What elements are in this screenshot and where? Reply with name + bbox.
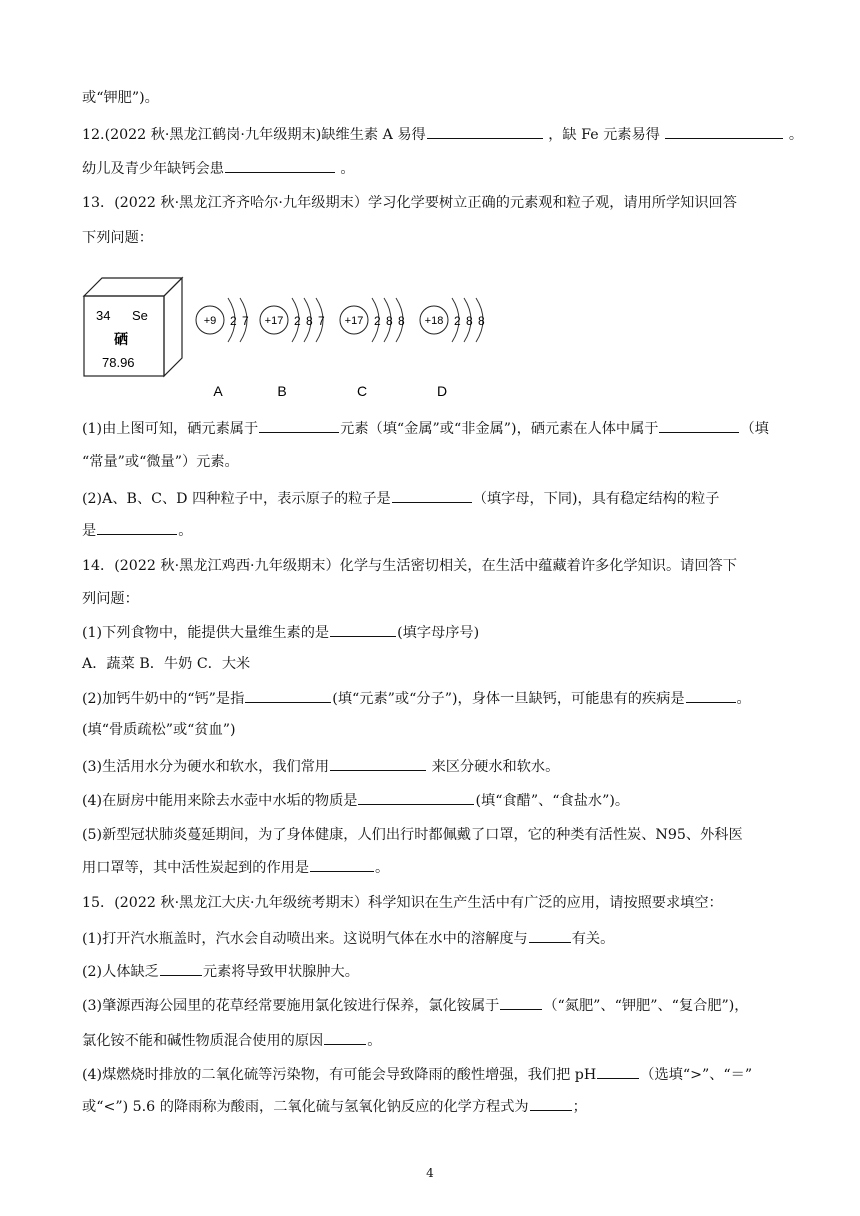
electron-count: 7 xyxy=(318,314,325,328)
nucleus-charge: +18 xyxy=(424,315,444,327)
answer-blank[interactable] xyxy=(392,488,472,503)
text-fragment: （填字母，下同)，具有稳定结构的粒子 xyxy=(472,491,720,507)
text-fragment: 氯化铵不能和碱性物质混合使用的原因 xyxy=(82,1033,324,1049)
answer-blank[interactable] xyxy=(259,418,339,433)
text-line xyxy=(82,488,719,509)
text-line xyxy=(82,825,743,845)
text-fragment: 是 xyxy=(82,523,97,539)
text-line xyxy=(82,124,803,145)
text-line xyxy=(82,756,559,777)
answer-blank[interactable] xyxy=(659,418,739,433)
text-fragment: 列问题： xyxy=(82,591,139,607)
text-fragment: (填“元素”或“分子”)，身体一旦缺钙，可能患有的疾病是 xyxy=(332,691,685,707)
text-fragment: 幼儿及青少年缺钙会患 xyxy=(82,161,224,177)
text-fragment: (5)新型冠状肺炎蔓延期间，为了身体健康，人们出行时都佩戴了口罩，它的种类有活性炭、N95、外科医 xyxy=(82,827,743,843)
text-fragment: (填“骨质疏松”或“贫血”) xyxy=(82,722,236,738)
element-symbol: Se xyxy=(132,308,148,323)
nucleus-charge: +17 xyxy=(264,315,284,327)
text-fragment: 。 xyxy=(178,523,193,539)
electron-count: 2 xyxy=(454,314,461,328)
element-mass: 78.96 xyxy=(102,355,135,370)
text-fragment: 用口罩等，其中活性炭起到的作用是 xyxy=(82,860,310,876)
text-line xyxy=(82,928,614,949)
answer-blank[interactable] xyxy=(358,790,474,805)
text-line xyxy=(82,654,250,674)
text-fragment: 13．(2022 秋·黑龙江齐齐哈尔·九年级期末）学习化学要树立正确的元素观和粒子观，请用所学知识回答 xyxy=(82,195,737,211)
text-line xyxy=(82,556,737,576)
answer-blank[interactable] xyxy=(225,158,335,173)
text-line xyxy=(82,193,737,213)
text-line xyxy=(82,622,479,643)
text-fragment: (2)A、B、C、D 四种粒子中，表示原子的粒子是 xyxy=(82,491,391,507)
text-line xyxy=(82,790,629,811)
text-line xyxy=(82,88,159,108)
page-number: 4 xyxy=(426,1166,434,1180)
text-fragment: 14．(2022 秋·黑龙江鸡西·九年级期末）化学与生活密切相关，在生活中蕴藏着许多化学知识。请回答下 xyxy=(82,558,737,574)
text-fragment: 下列问题： xyxy=(82,230,153,246)
atom-diagram-b xyxy=(260,298,325,399)
text-fragment: (3)肇源西海公园里的花草经常要施用氯化铵进行保养，氯化铵属于 xyxy=(82,998,500,1014)
text-fragment: (填字母序号) xyxy=(397,625,480,641)
text-fragment: 元素将导致甲状腺肿大。 xyxy=(202,964,359,980)
text-fragment: (填“食醋”、“食盐水”)。 xyxy=(475,793,630,809)
electron-count: 2 xyxy=(230,314,237,328)
text-fragment: (4)在厨房中能用来除去水壶中水垢的物质是 xyxy=(82,793,358,809)
text-fragment: (1)打开汽水瓶盖时，汽水会自动喷出来。这说明气体在水中的溶解度与 xyxy=(82,931,528,947)
text-fragment: （填 xyxy=(740,421,769,437)
text-line xyxy=(82,857,389,878)
electron-count: 8 xyxy=(478,314,485,328)
answer-blank[interactable] xyxy=(529,928,571,943)
text-fragment: 。 xyxy=(375,860,390,876)
text-fragment: 。 xyxy=(784,127,804,143)
text-line xyxy=(82,589,139,609)
figure-svg xyxy=(82,268,522,408)
atom-diagram-c xyxy=(340,298,405,399)
answer-blank[interactable] xyxy=(324,1030,366,1045)
text-line xyxy=(82,893,723,913)
text-line xyxy=(82,688,751,709)
text-fragment: ，缺 Fe 元素易得 xyxy=(543,127,665,143)
text-fragment: 12.(2022 秋·黑龙江鹤岗·九年级期末)缺维生素 A 易得 xyxy=(82,127,426,143)
text-fragment: “常量”或“微量”）元素。 xyxy=(82,454,239,470)
text-fragment: A．蔬菜 B．牛奶 C．大米 xyxy=(82,656,251,672)
answer-blank[interactable] xyxy=(245,688,331,703)
atom-label: B xyxy=(277,383,287,399)
electron-count: 7 xyxy=(242,314,249,328)
text-fragment: (4)煤燃烧时排放的二氧化硫等污染物，有可能会导致降雨的酸性增强，我们把 pH xyxy=(82,1067,597,1083)
text-line xyxy=(82,720,236,740)
text-line xyxy=(82,1064,752,1085)
answer-blank[interactable] xyxy=(97,520,177,535)
atom-diagram-d xyxy=(420,298,485,399)
answer-blank[interactable] xyxy=(530,1096,572,1111)
text-fragment: 或“钾肥”)。 xyxy=(82,90,159,106)
text-fragment: (2)加钙牛奶中的“钙”是指 xyxy=(82,691,245,707)
text-line xyxy=(82,1096,587,1117)
text-line xyxy=(82,520,192,541)
atom-label: C xyxy=(356,383,368,399)
electron-count: 8 xyxy=(386,314,393,328)
text-fragment: 有关。 xyxy=(571,931,615,947)
answer-blank[interactable] xyxy=(597,1064,639,1079)
answer-blank[interactable] xyxy=(686,688,736,703)
text-line xyxy=(82,228,153,248)
element-number: 34 xyxy=(96,308,111,323)
text-fragment: 。 xyxy=(335,161,355,177)
text-fragment: 。 xyxy=(367,1033,382,1049)
atom-structure-figure xyxy=(82,268,522,408)
answer-blank[interactable] xyxy=(330,622,396,637)
text-fragment: (2)人体缺乏 xyxy=(82,964,159,980)
text-fragment: （选填“>”、“＝” xyxy=(640,1067,753,1083)
electron-count: 2 xyxy=(294,314,301,328)
text-fragment: 或“<”) 5.6 的降雨称为酸雨，二氧化硫与氢氧化钠反应的化学方程式为 xyxy=(82,1099,529,1115)
text-line xyxy=(82,418,769,439)
atom-diagram-a xyxy=(196,298,249,399)
text-line xyxy=(82,1030,381,1051)
electron-count: 8 xyxy=(466,314,473,328)
text-line xyxy=(82,961,359,982)
text-fragment: 来区分硬水和软水。 xyxy=(427,759,560,775)
text-fragment: (1)下列食物中，能提供大量维生素的是 xyxy=(82,625,330,641)
electron-count: 8 xyxy=(398,314,405,328)
text-fragment: (3)生活用水分为硬水和软水，我们常用 xyxy=(82,759,330,775)
element-name: 硒 xyxy=(114,332,128,348)
electron-count: 8 xyxy=(306,314,313,328)
answer-blank[interactable] xyxy=(310,857,374,872)
answer-blank[interactable] xyxy=(330,756,426,771)
text-fragment: (1)由上图可知，硒元素属于 xyxy=(82,421,259,437)
text-fragment: ； xyxy=(572,1099,587,1115)
text-fragment: 。 xyxy=(736,691,751,707)
text-fragment: 15．(2022 秋·黑龙江大庆·九年级统考期末）科学知识在生产生活中有广泛的应用，请按照要求填空： xyxy=(82,895,723,911)
nucleus-charge: +9 xyxy=(203,315,217,327)
text-line xyxy=(82,452,239,472)
atom-label: A xyxy=(213,383,223,399)
nucleus-charge: +17 xyxy=(344,315,364,327)
answer-blank[interactable] xyxy=(427,124,543,139)
text-line xyxy=(82,158,355,179)
answer-blank[interactable] xyxy=(160,961,202,976)
atom-label: D xyxy=(436,383,448,399)
text-fragment: 元素（填“金属”或“非金属”)，硒元素在人体中属于 xyxy=(340,421,659,437)
text-fragment: （“氮肥”、“钾肥”、“复合肥”)， xyxy=(543,998,749,1014)
answer-blank[interactable] xyxy=(500,995,542,1010)
text-line xyxy=(82,995,748,1016)
answer-blank[interactable] xyxy=(665,124,783,139)
electron-count: 2 xyxy=(374,314,381,328)
